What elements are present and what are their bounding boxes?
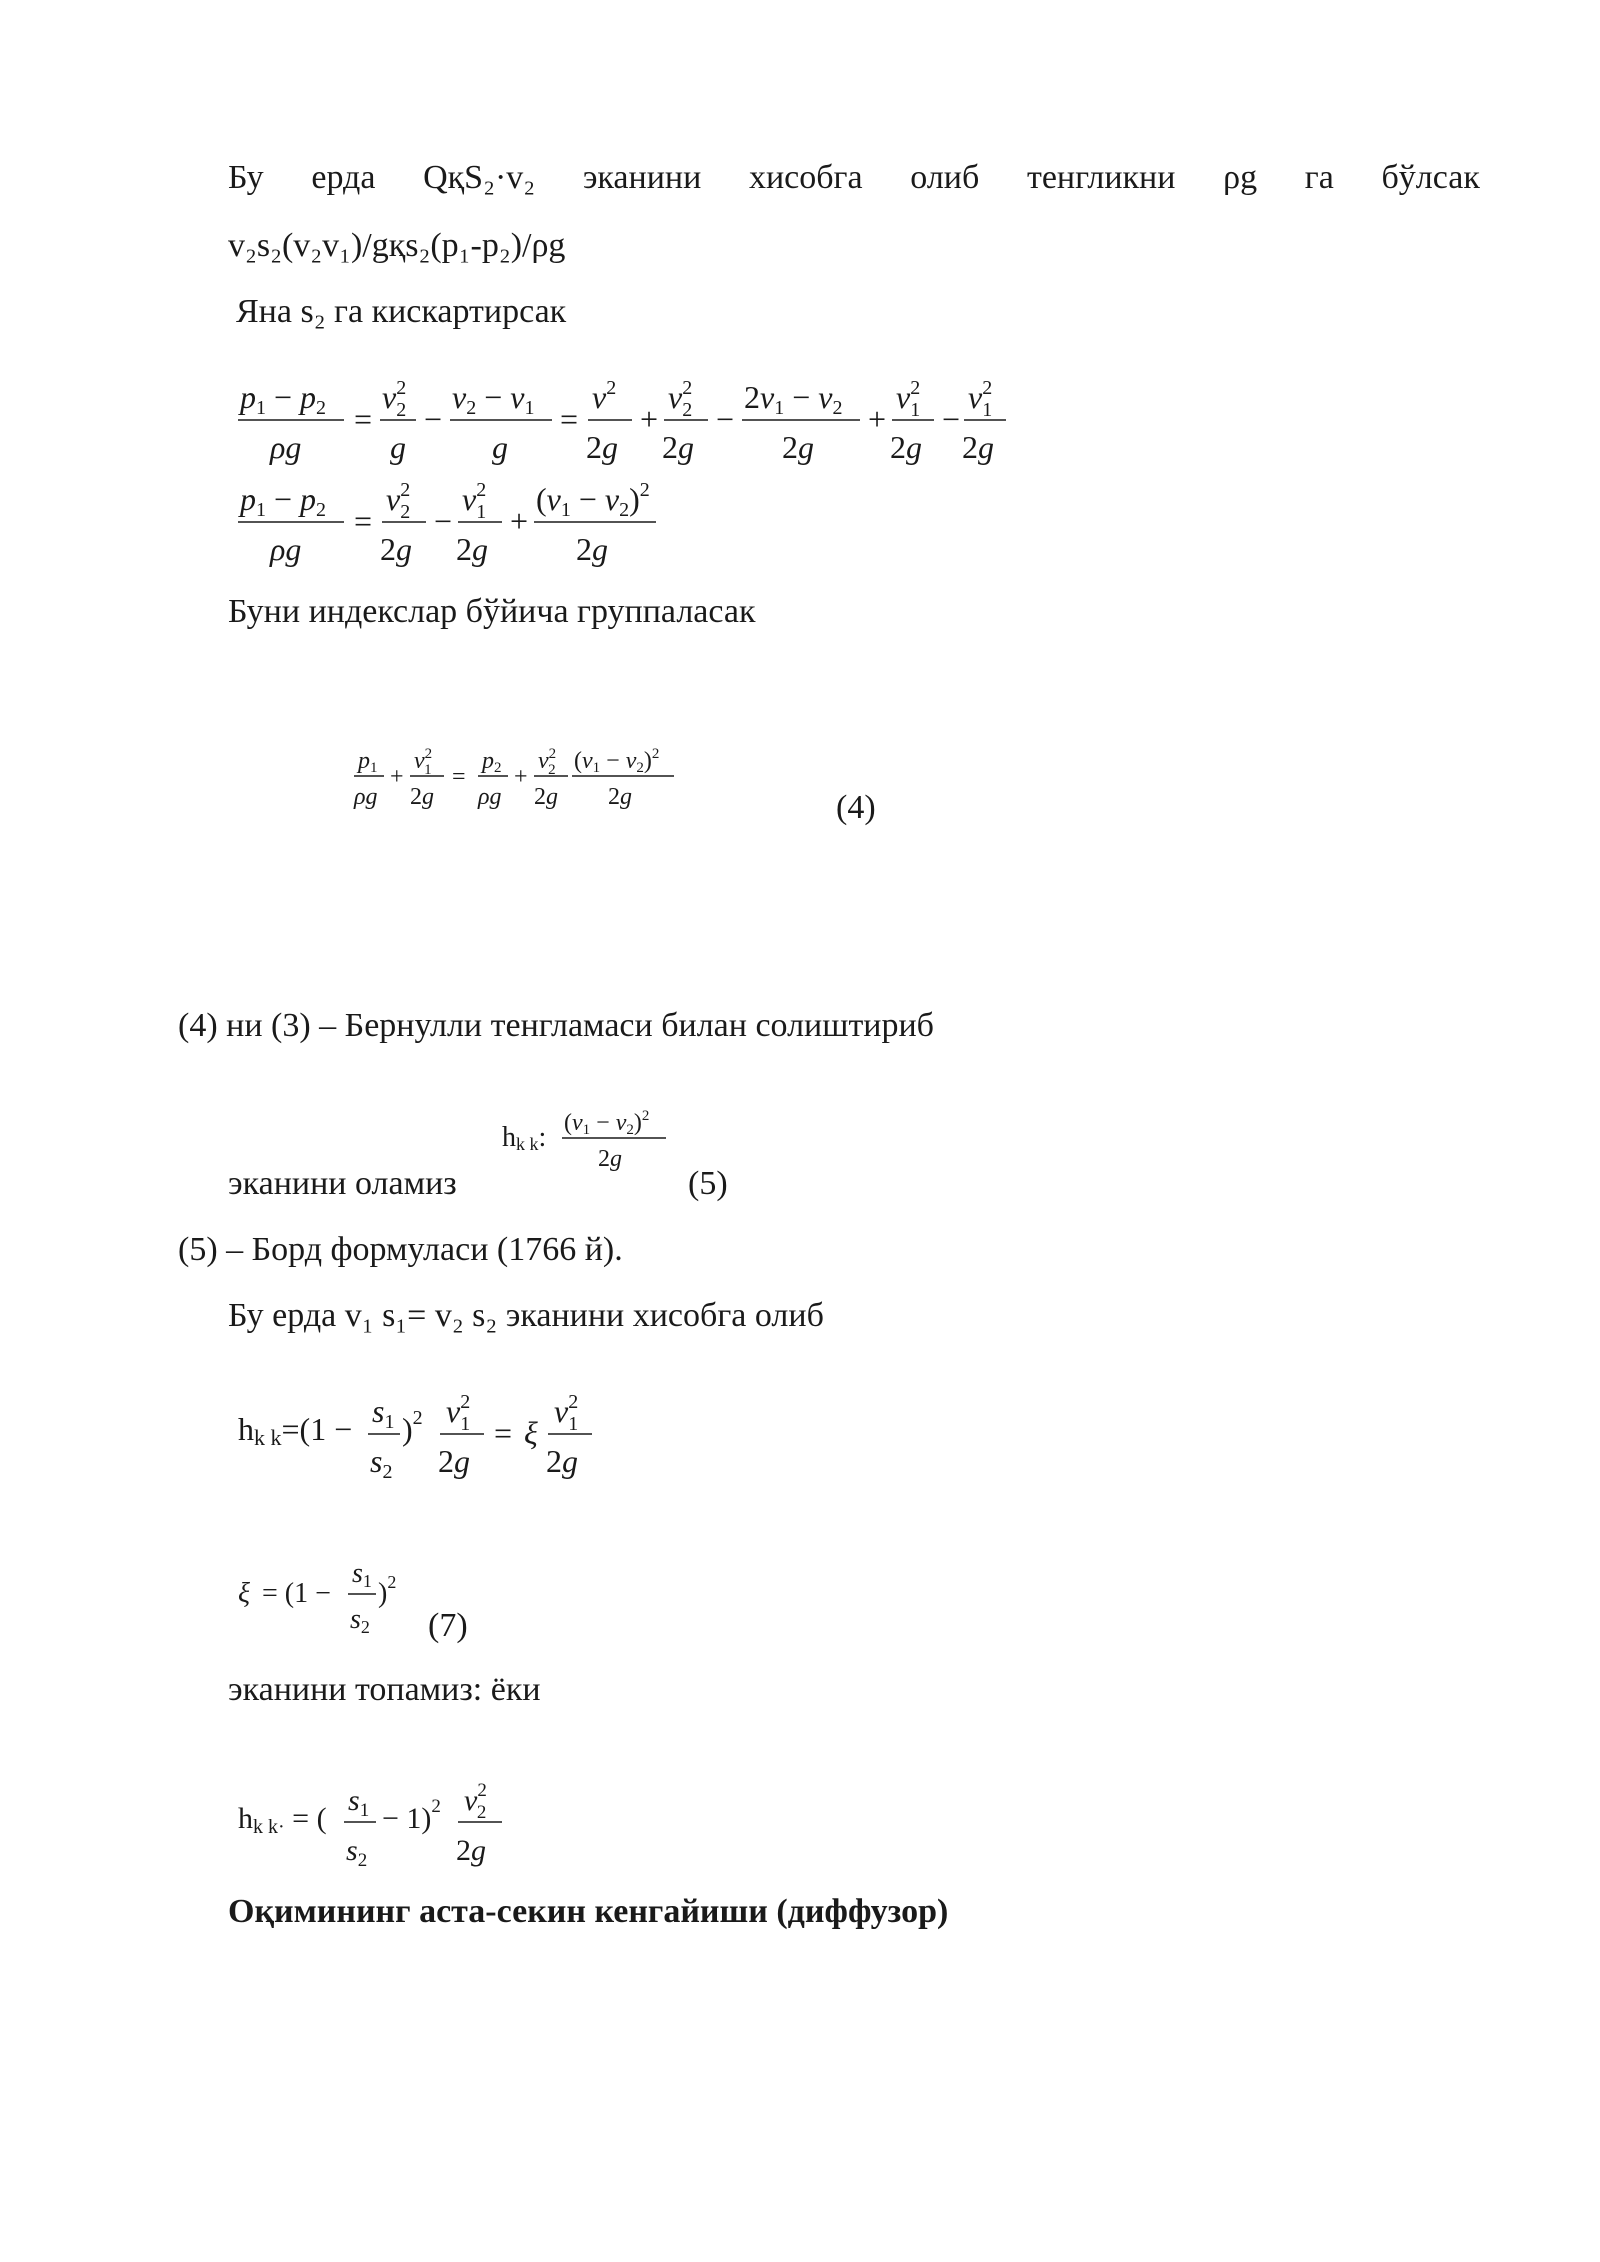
eq1-den-8: 2g bbox=[962, 429, 994, 465]
word: тенгликни bbox=[1026, 159, 1176, 196]
eq3-num-2: $v^2$ 1 bbox=[414, 746, 433, 778]
equation-number-4: (4) bbox=[836, 789, 876, 826]
equation-number-5: (5) bbox=[688, 1165, 728, 1202]
word: ерда bbox=[311, 159, 376, 196]
line-1 bbox=[228, 158, 1480, 198]
eq3-den-3: ρg bbox=[478, 784, 502, 810]
eq5-num-3: $v^2$ 1 bbox=[554, 1391, 579, 1435]
equation-5-svg bbox=[236, 1384, 606, 1494]
eq3-op: = bbox=[452, 764, 466, 790]
equation-number-7: (7) bbox=[428, 1607, 468, 1644]
eq3-den-4: 2g bbox=[534, 784, 558, 810]
eq3-den-1: ρg bbox=[354, 784, 378, 810]
word: эканини bbox=[582, 159, 702, 196]
line-8: Бу ерда v₁ s₁= v₂ s₂ эканини хисобга олиб bbox=[228, 1297, 824, 1334]
eq7-num-2: $v^2$ 2 bbox=[464, 1780, 487, 1823]
eq2-num-4: $(v1 - v2)^2$ bbox=[536, 479, 650, 521]
eq7-frac-num: $s_1$ bbox=[348, 1784, 370, 1821]
eq5-num-2: $v^2$ 1 bbox=[446, 1391, 471, 1435]
eq2-den-4: 2g bbox=[576, 531, 608, 567]
word: Бу bbox=[228, 159, 264, 196]
word: QқS₂·v₂ bbox=[423, 159, 536, 196]
eq3-num-5: $(v1 - v2)^2$ bbox=[574, 746, 660, 776]
line-5: (4) ни (3) – Бернулли тенгламаси билан солиштириб bbox=[178, 1007, 934, 1044]
eq2-den-2: 2g bbox=[380, 531, 412, 567]
eq2-op: + bbox=[510, 503, 529, 539]
eq3-num-3: p2 bbox=[482, 748, 502, 776]
word: хисобга bbox=[748, 159, 863, 196]
word: бўлсак bbox=[1381, 159, 1480, 196]
line-6: эканини оламиз bbox=[228, 1165, 457, 1202]
eq1-den-4: 2g bbox=[586, 429, 618, 465]
eq5-den-3: 2g bbox=[546, 1443, 578, 1479]
eq1-num-6: 2v1 − v2 bbox=[744, 379, 843, 419]
eq1-den-1: ρg bbox=[270, 429, 302, 465]
eq2-num-1: p1 − p2 bbox=[240, 481, 327, 521]
line-4: Буни индекслар бўйича группаласак bbox=[228, 593, 756, 630]
eq6-xi: ξ bbox=[238, 1578, 250, 1609]
eq2-op: = bbox=[354, 503, 373, 539]
line-2: v₂s₂(v₂v₁)/gқs₂(p₁-p₂)/ρg bbox=[228, 227, 566, 264]
equation-6-svg bbox=[236, 1552, 436, 1642]
eq1-den-5: 2g bbox=[662, 429, 694, 465]
eq4-den: 2g bbox=[598, 1146, 622, 1172]
eq3-num-4: $v^2$ 2 bbox=[538, 746, 557, 778]
eq5-den-2: 2g bbox=[438, 1443, 470, 1479]
eq7-paren: − 1)$^2$ bbox=[382, 1796, 441, 1835]
eq7-frac-den: $s_2$ bbox=[346, 1834, 368, 1871]
eq6-lhs: = (1 − bbox=[262, 1578, 331, 1609]
eq2-num-3: $v^2$ 1 bbox=[462, 479, 487, 523]
equation-4 bbox=[500, 1102, 690, 1182]
eq2-den-3: 2g bbox=[456, 531, 488, 567]
eq3-num-1: p1 bbox=[358, 748, 378, 776]
equation-7-svg bbox=[236, 1772, 516, 1882]
eq1-num-8: $v^2$ 1 bbox=[968, 377, 993, 421]
eq1-num-1: p1 − p2 bbox=[240, 379, 327, 419]
eq1-den-7: 2g bbox=[890, 429, 922, 465]
equation-3-svg bbox=[352, 740, 692, 820]
eq1-op: − bbox=[716, 401, 735, 437]
eq2-op: − bbox=[434, 503, 453, 539]
line-7: (5) – Борд формуласи (1766 й). bbox=[178, 1231, 623, 1268]
eq1-op: = bbox=[560, 401, 579, 437]
eq5-xi: ξ bbox=[524, 1415, 538, 1451]
eq1-op: − bbox=[424, 401, 443, 437]
eq7-den-2: 2g bbox=[456, 1834, 486, 1867]
equation-5 bbox=[236, 1384, 606, 1494]
eq4-num: $(v1 - v2)^2$ bbox=[564, 1108, 650, 1138]
eq3-op: + bbox=[390, 764, 404, 790]
eq5-op: = bbox=[494, 1415, 513, 1451]
eq5-lhs: hk k=(1 − bbox=[238, 1411, 353, 1450]
eq1-num-7: $v^2$ 1 bbox=[896, 377, 921, 421]
eq1-op: + bbox=[640, 401, 659, 437]
eq6-den: s2 bbox=[350, 1604, 370, 1637]
eq1-den-3: g bbox=[492, 429, 508, 465]
equation-6 bbox=[236, 1552, 436, 1642]
eq6-num: s1 bbox=[352, 1558, 372, 1591]
eq5-paren: )$^2$ bbox=[402, 1407, 423, 1447]
equation-4-svg bbox=[500, 1102, 690, 1182]
eq5-frac-den: s2 bbox=[370, 1443, 393, 1483]
equation-2 bbox=[236, 474, 676, 574]
word: ρg bbox=[1223, 159, 1258, 196]
line-3: Яна s₂ га кискартирсак bbox=[236, 293, 567, 330]
eq3-op: + bbox=[514, 764, 528, 790]
eq7-lhs: hk k· = ( bbox=[238, 1802, 327, 1838]
section-heading: Оқимининг аста-секин кенгайиши (диффузор) bbox=[228, 1893, 949, 1930]
eq1-den-6: 2g bbox=[782, 429, 814, 465]
eq4-lhs: hk k: bbox=[502, 1122, 547, 1154]
equation-1 bbox=[236, 372, 996, 472]
eq2-den-1: ρg bbox=[270, 531, 302, 567]
eq2-num-2: $v^2$ 2 bbox=[386, 479, 411, 523]
word: га bbox=[1304, 159, 1334, 196]
eq6-paren: )$^2$ bbox=[378, 1572, 397, 1609]
eq1-num-2: $v^2$ 2 bbox=[382, 377, 407, 421]
eq1-op: = bbox=[354, 401, 373, 437]
line-9: эканини топамиз: ёки bbox=[228, 1671, 541, 1708]
equation-7 bbox=[236, 1772, 516, 1882]
equation-1-svg bbox=[236, 372, 996, 472]
eq1-den-2: g bbox=[390, 429, 406, 465]
equation-2-svg bbox=[236, 474, 676, 574]
equation-3 bbox=[352, 740, 692, 820]
eq1-num-5: $v^2$ 2 bbox=[668, 377, 693, 421]
eq1-op: + bbox=[868, 401, 887, 437]
eq1-num-3: v2 − v1 bbox=[452, 379, 535, 419]
eq3-den-5: 2g bbox=[608, 784, 632, 810]
eq3-den-2: 2g bbox=[410, 784, 434, 810]
word: олиб bbox=[910, 159, 980, 196]
eq1-num-4: $v^2$ bbox=[592, 377, 617, 415]
eq1-op: − bbox=[942, 401, 961, 437]
eq5-frac-num: s1 bbox=[372, 1393, 395, 1433]
